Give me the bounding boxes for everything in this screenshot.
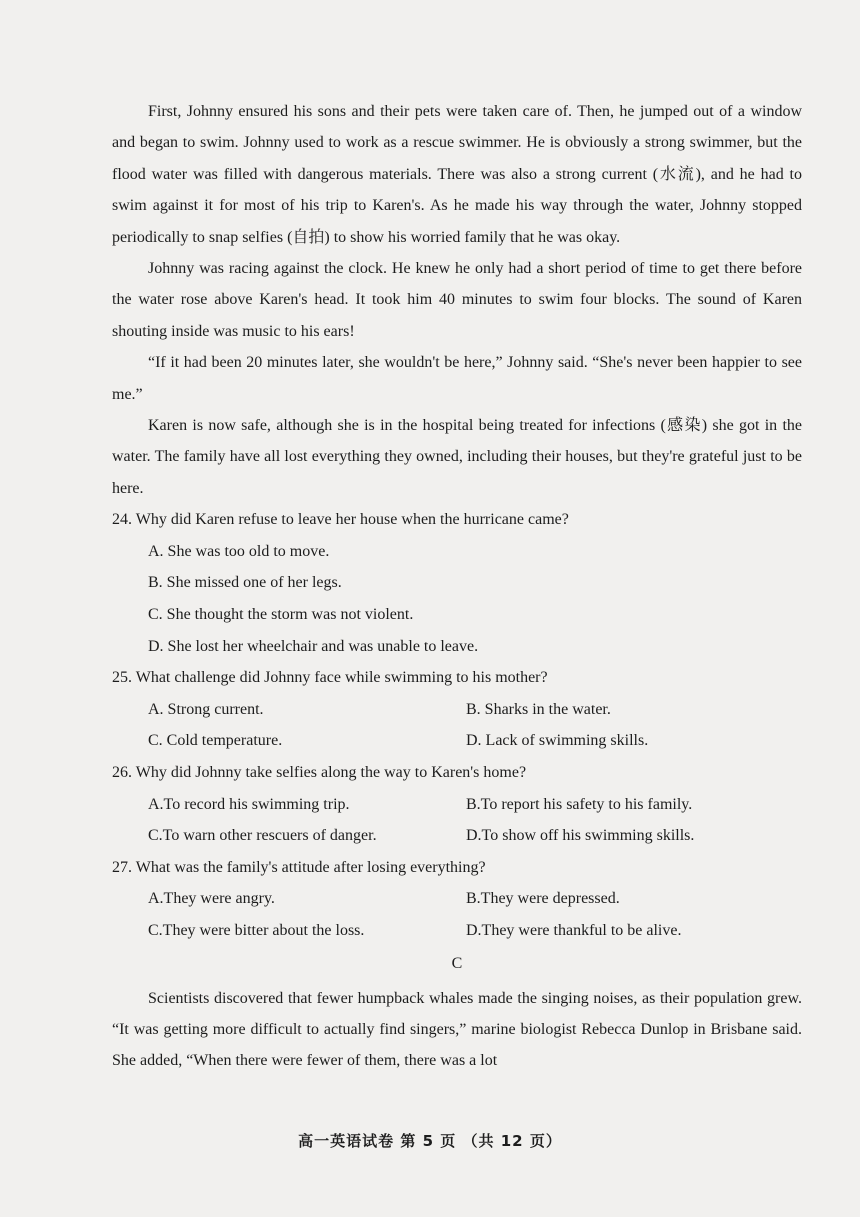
- option-d: D. Lack of swimming skills.: [466, 732, 649, 750]
- option-d: D.They were thankful to be alive.: [466, 922, 682, 939]
- question-stem: 25. What challenge did Johnny face while swimming to his mother?: [112, 669, 548, 687]
- option-a: A.They were angry.: [148, 890, 275, 908]
- passage-paragraph: Scientists discovered that fewer humpback whales made the singing noises, as their population grew. “It was getting more difficult to actually find singers,” marine biologist Rebecca Dunlop in Brisbane said. She added, “When there were fewer of them, there was a lot: [112, 989, 802, 1070]
- option-c: C. She thought the storm was not violent.: [148, 606, 414, 624]
- option-b: B. Sharks in the water.: [466, 700, 611, 718]
- question-stem: 26. Why did Johnny take selfies along the way to Karen's home?: [112, 764, 527, 782]
- section-heading: C: [451, 954, 463, 972]
- options-row: [148, 820, 802, 852]
- option-a: A. Strong current.: [148, 700, 264, 718]
- option-d: D.To show off his swimming skills.: [466, 827, 695, 845]
- question-26: [112, 757, 802, 852]
- options-row: [148, 694, 802, 726]
- options-row: [148, 789, 802, 821]
- option-c: C. Cold temperature.: [148, 732, 283, 750]
- options-row: [148, 725, 802, 757]
- passage-paragraph: Karen is now safe, although she is in the hospital being treated for infections (感染) she got in the water. The family have all lost everything they owned, including their houses, but they're grateful just to be here.: [112, 417, 802, 497]
- option-c: C.To warn other rescuers of danger.: [148, 827, 377, 845]
- passage-paragraph: “If it had been 20 minutes later, she wouldn't be here,” Johnny said. “She's never been happier to see me.”: [112, 354, 802, 403]
- option-d: D. She lost her wheelchair and was unable to leave.: [148, 637, 479, 655]
- option-c: C.They were bitter about the loss.: [148, 922, 365, 939]
- passage-paragraph: First, Johnny ensured his sons and their pets were taken care of. Then, he jumped out of a window and began to swim. Johnny used to work as a rescue swimmer. He is obviously a strong swimmer, but the flood water was filled with dangerous materials. There was also a strong current (水流), and he had to swim against it for most of his trip to Karen's. As he made his way through the water, Johnny stopped periodically to snap selfies (自拍) to show his worried family that he was okay.: [112, 103, 802, 246]
- option-b: B.They were depressed.: [466, 890, 620, 908]
- option-b: B. She missed one of her legs.: [148, 574, 342, 592]
- question-24: [112, 504, 802, 662]
- options-row: [148, 883, 802, 915]
- question-27: [112, 852, 802, 947]
- question-stem: 24. Why did Karen refuse to leave her house when the hurricane came?: [112, 511, 569, 529]
- options-row: [148, 915, 802, 947]
- page-footer: 高一英语试卷 第 5 页 （共 12 页）: [298, 1132, 562, 1150]
- question-25: [112, 662, 802, 757]
- page-content: [112, 96, 802, 1077]
- passage-paragraph: Johnny was racing against the clock. He knew he only had a short period of time to get there before the water rose above Karen's head. It took him 40 minutes to swim four blocks. The sound of Karen shouting inside was music to his ears!: [112, 260, 802, 340]
- option-b: B.To report his safety to his family.: [466, 795, 693, 813]
- question-stem: 27. What was the family's attitude after losing everything?: [112, 858, 486, 876]
- option-a: A.To record his swimming trip.: [148, 795, 350, 813]
- option-a: A. She was too old to move.: [148, 542, 330, 560]
